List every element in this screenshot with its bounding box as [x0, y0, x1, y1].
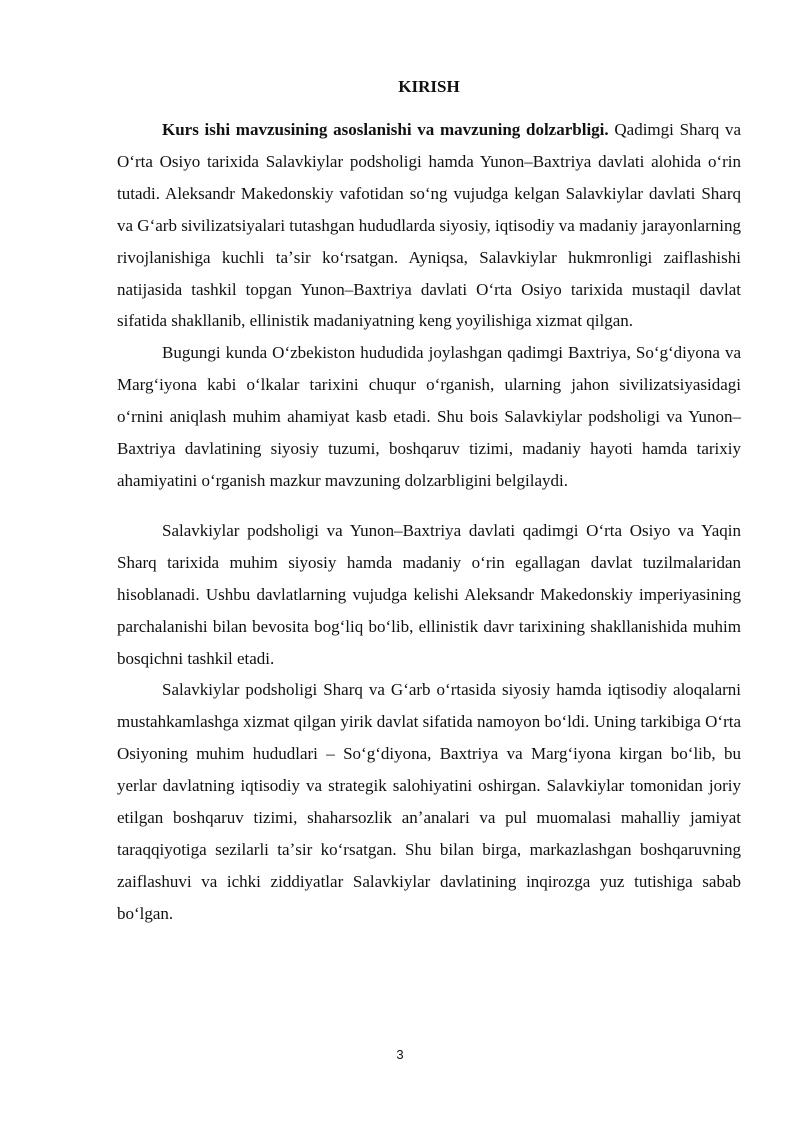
paragraph-1-lead: Kurs ishi mavzusining asoslanishi va mavzuning dolzarbligi.: [162, 120, 609, 139]
paragraph-2: Bugungi kunda Oʻzbekiston hududida joylashgan qadimgi Baxtriya, Soʻgʻdiyona va Margʻiyona kabi oʻlkalar tarixini chuqur oʻrganish, ularning jahon sivilizatsiyasidagi oʻrnini aniqlash muhim ahamiyat kasb etadi. Shu bois Salavkiylar podsholigi va Yunon–Baxtriya davlatining siyosiy tuzumi, boshqaruv tizimi, madaniy hayoti hamda tarixiy ahamiyatini oʻrganish mazkur mavzuning dolzarbligini belgilaydi.: [117, 343, 741, 490]
page-number: 3: [396, 1047, 404, 1062]
paragraph-1-text: Qadimgi Sharq va Oʻrta Osiyo tarixida Salavkiylar podsholigi hamda Yunon–Baxtriya davlati alohida oʻrin tutadi. Aleksandr Makedonskiy vafotidan soʻng vujudga kelgan Salavkiylar davlati Sharq va Gʻarb sivilizatsiyalari tutashgan hududlarda siyosiy, iqtisodiy va madaniy jarayonlarning rivojlanishiga kuchli taʼsir koʻrsatgan. Ayniqsa, Salavkiylar hukmronligi zaiflashishi natijasida tashkil topgan Yunon–Baxtriya davlati Oʻrta Osiyo tarixida mustaqil davlat sifatida shakllanib, ellinistik madaniyatning keng yoyilishiga xizmat qilgan.: [117, 120, 742, 331]
paragraph-3: Salavkiylar podsholigi va Yunon–Baxtriya davlati qadimgi Oʻrta Osiyo va Yaqin Sharq tarixida muhim siyosiy hamda madaniy oʻrin egallagan davlat tuzilmalaridan hisoblanadi. Ushbu davlatlarning vujudga kelishi Aleksandr Makedonskiy imperiyasining parchalanishi bilan bevosita bogʻliq boʻlib, ellinistik davr tarixining shakllanishida muhim bosqichni tashkil etadi.: [117, 520, 741, 668]
paragraph-4: Salavkiylar podsholigi Sharq va Gʻarb oʻrtasida siyosiy hamda iqtisodiy aloqalarni mustahkamlashga xizmat qilgan yirik davlat sifatida namoyon boʻldi. Uning tarkibiga Oʻrta Osiyoning muhim hududlari – Soʻgʻdiyona, Baxtriya va Margʻiyona kirgan boʻlib, bu yerlar davlatning iqtisodiy va strategik salohiyatini oshirgan. Salavkiylar tomonidan joriy etilgan boshqaruv tizimi, shaharsozlik anʼanalari va pul muomalasi mahalliy jamiyat taraqqiyotiga sezilarli taʼsir koʻrsatgan. Shu bilan birga, markazlashgan boshqaruvning zaiflashuvi va ichki ziddiyatlar Salavkiylar davlatining inqirozga yuz tutishiga sabab boʻlgan.: [117, 680, 741, 923]
section-heading: KIRISH: [398, 77, 460, 96]
page-content: [117, 70, 741, 930]
paragraph-1: [117, 114, 741, 337]
